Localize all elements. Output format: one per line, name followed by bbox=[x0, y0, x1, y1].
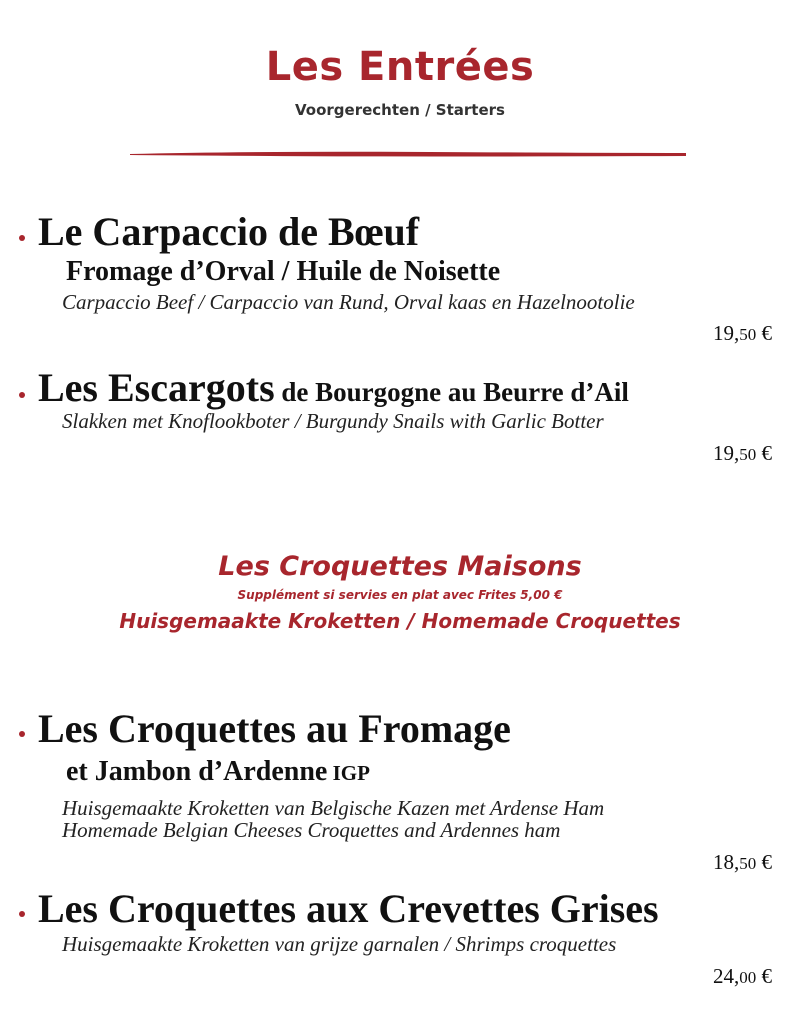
dish-translation: Slakken met Knoflookboter / Burgundy Snails with Garlic Botter bbox=[62, 409, 604, 433]
dish-name: Les Croquettes au Fromage bbox=[38, 706, 511, 751]
bullet-icon bbox=[19, 731, 25, 737]
dish-price: 19,50 € bbox=[713, 441, 772, 465]
bullet-icon bbox=[19, 911, 25, 917]
section-note: Supplément si servies en plat avec Frites 5,00 € bbox=[237, 588, 563, 602]
page-subtitle: Voorgerechten / Starters bbox=[295, 101, 505, 119]
section-subtitle: Huisgemaakte Kroketten / Homemade Croquettes bbox=[119, 609, 681, 633]
dish-translation: Homemade Belgian Cheeses Croquettes and Ardennes ham bbox=[62, 818, 561, 842]
dish-price: 19,50 € bbox=[713, 321, 772, 345]
bullet-icon bbox=[19, 235, 25, 241]
bullet-icon bbox=[19, 392, 25, 398]
dish-subtitle: Fromage d’Orval / Huile de Noisette bbox=[66, 256, 501, 287]
dish-name: Les Croquettes aux Crevettes Grises bbox=[38, 886, 659, 931]
section-title: Les Croquettes Maisons bbox=[218, 551, 582, 582]
page-title: Les Entrées bbox=[265, 44, 535, 90]
dish-translation: Carpaccio Beef / Carpaccio van Rund, Orval kaas en Hazelnootolie bbox=[62, 290, 635, 314]
dish-price: 18,50 € bbox=[713, 850, 772, 874]
dish-translation: Huisgemaakte Kroketten van grijze garnalen / Shrimps croquettes bbox=[62, 932, 617, 956]
dish-name: Les Escargots de Bourgogne au Beurre d’Ail bbox=[38, 365, 629, 410]
header-divider bbox=[130, 150, 686, 157]
dish-price: 24,00 € bbox=[713, 964, 772, 988]
dish-name: Le Carpaccio de Bœuf bbox=[38, 209, 420, 254]
dish-subtitle: et Jambon d’Ardenne IGP bbox=[66, 756, 370, 787]
dish-translation: Huisgemaakte Kroketten van Belgische Kazen met Ardense Ham bbox=[62, 796, 605, 820]
